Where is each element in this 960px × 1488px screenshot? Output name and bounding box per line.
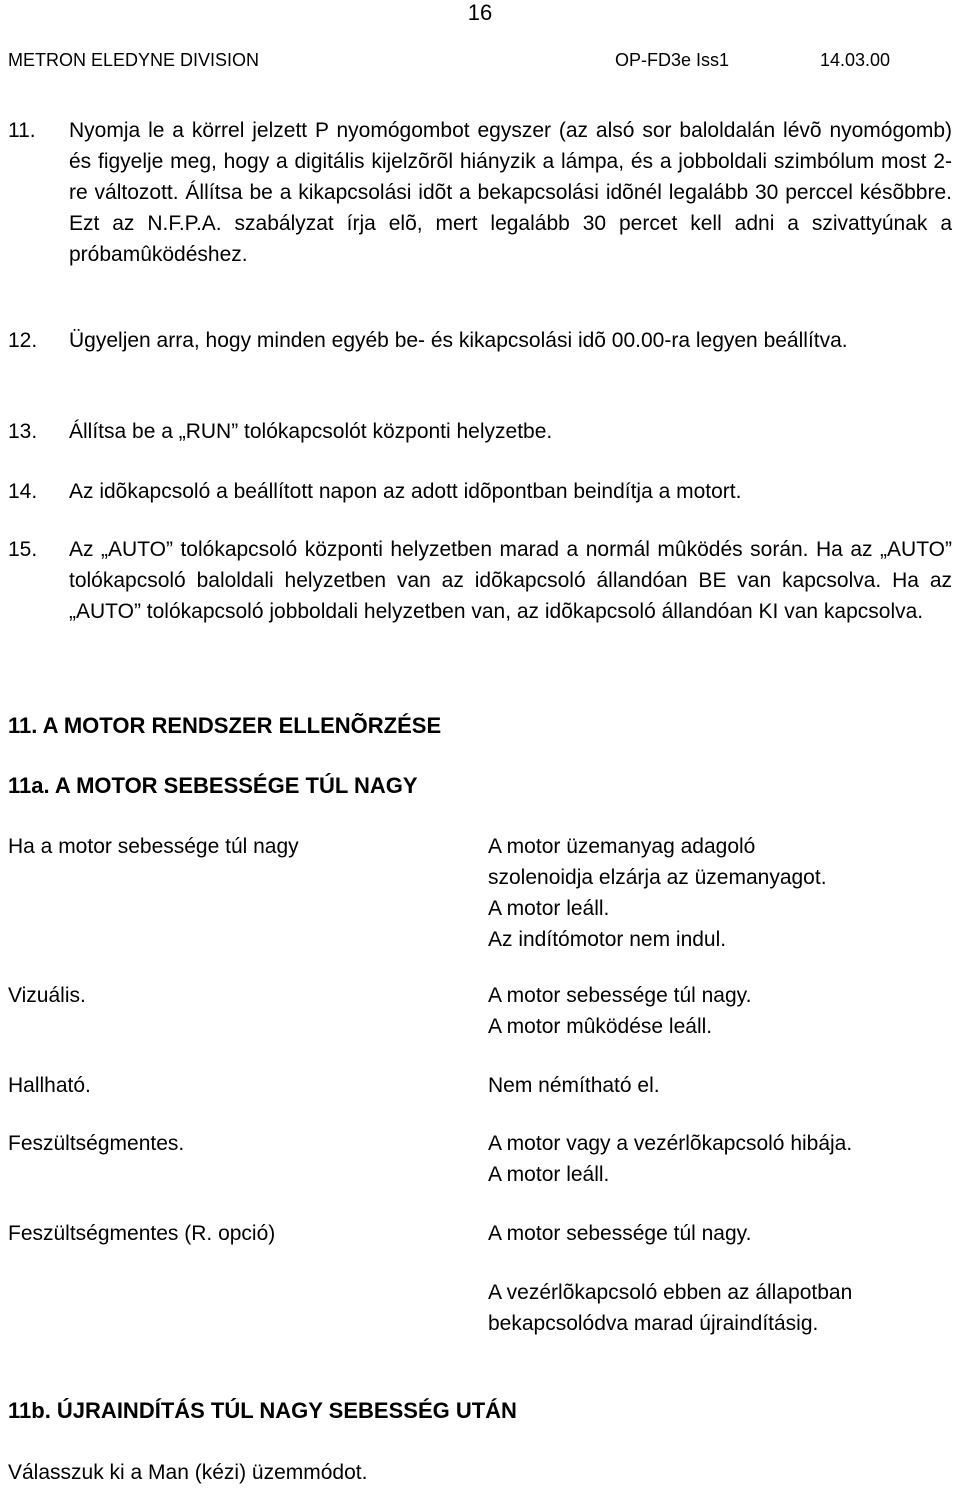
list-item-number: 13. bbox=[8, 420, 38, 443]
table-cell-text: A motor vagy a vezérlõkapcsoló hibája. bbox=[488, 1132, 853, 1155]
list-item-number: 12. bbox=[8, 329, 38, 352]
list-item-13 bbox=[8, 416, 952, 447]
list-item-11 bbox=[8, 115, 952, 270]
header-date: 14.03.00 bbox=[820, 50, 891, 70]
table-cell-text: szolenoidja elzárja az üzemanyagot. bbox=[488, 866, 827, 889]
table-cell-text: A motor sebessége túl nagy. bbox=[488, 984, 752, 1007]
table-cell-text: A motor leáll. bbox=[488, 1163, 610, 1186]
paragraph-text: Válasszuk ki a Man (kézi) üzemmódot. bbox=[8, 1461, 368, 1484]
subsection-heading-a: 11a. A MOTOR SEBESSÉGE TÚL NAGY bbox=[8, 773, 418, 798]
section-heading: 11. A MOTOR RENDSZER ELLENÕRZÉSE bbox=[8, 713, 442, 738]
table-cell-text: A motor üzemanyag adagoló bbox=[488, 835, 756, 858]
list-item-number: 11. bbox=[8, 119, 36, 142]
table-cell-left bbox=[8, 980, 448, 1011]
table-cell-left bbox=[8, 1128, 448, 1159]
table-cell-text: bekapcsolódva marad újraindításig. bbox=[488, 1312, 819, 1335]
list-item-text: Az idõkapcsoló a beállított napon az adott idõpontban beindítja a motort. bbox=[69, 480, 742, 503]
table-cell-right bbox=[488, 1218, 948, 1249]
list-item-text: Az „AUTO” tolókapcsoló központi helyzetben marad a normál mûködés során. Ha az „AUTO” tolókapcsoló baloldali helyzetben van az idõkapcsoló állandóan BE van kapcsolva. Ha az „AUTO” tolókapcsoló jobboldali helyzetben van, az idõkapcsoló állandóan KI van kapcsolva. bbox=[69, 538, 952, 623]
table-cell-right bbox=[488, 1070, 948, 1101]
subsection-heading-b: 11b. ÚJRAINDÍTÁS TÚL NAGY SEBESSÉG UTÁN bbox=[8, 1398, 517, 1423]
table-cell-left bbox=[8, 1070, 448, 1101]
table-cell-text: Vizuális. bbox=[8, 984, 86, 1007]
table-cell-text: Feszültségmentes. bbox=[8, 1132, 185, 1155]
table-cell-left bbox=[8, 1218, 448, 1249]
table-cell-text: A motor mûködése leáll. bbox=[488, 1015, 713, 1038]
table-cell-right bbox=[488, 980, 948, 1042]
table-cell-left bbox=[8, 831, 448, 862]
paragraph bbox=[8, 1457, 367, 1488]
list-item-15 bbox=[8, 534, 952, 627]
list-item-12 bbox=[8, 325, 952, 356]
table-cell-text: Az indítómotor nem indul. bbox=[488, 928, 727, 951]
table-cell-text: A motor sebessége túl nagy. bbox=[488, 1222, 752, 1245]
header-company: METRON ELEDYNE DIVISION bbox=[8, 50, 260, 70]
list-item-text: Nyomja le a körrel jelzett P nyomógombot egyszer (az alsó sor baloldalán lévõ nyomógomb) és figyelje meg, hogy a digitális kijelzõrõl hiányzik a lámpa, és a jobboldali szimbólum most 2-re változott. Állítsa be a kikapcsolási idõt a bekapcsolási idõnél legalább 30 perccel késõbbre. Ezt az N.F.P.A. szabályzat írja elõ, mert legalább 30 percet kell adni a szivattyúnak a próbamûködéshez. bbox=[69, 119, 952, 266]
page-number: 16 bbox=[467, 0, 493, 25]
table-cell-right bbox=[488, 1277, 948, 1339]
list-item-text: Állítsa be a „RUN” tolókapcsolót központi helyzetbe. bbox=[69, 420, 553, 443]
table-cell-text: Ha a motor sebessége túl nagy bbox=[8, 835, 299, 858]
list-item-14 bbox=[8, 476, 952, 507]
header-doc-id: OP-FD3e Iss1 bbox=[615, 50, 730, 70]
table-cell-right bbox=[488, 831, 948, 955]
list-item-number: 15. bbox=[8, 538, 38, 561]
table-cell-text: Feszültségmentes (R. opció) bbox=[8, 1222, 276, 1245]
list-item-text: Ügyeljen arra, hogy minden egyéb be- és kikapcsolási idõ 00.00-ra legyen beállítva. bbox=[69, 329, 848, 352]
list-item-number: 14. bbox=[8, 480, 38, 503]
table-cell-text: A vezérlõkapcsoló ebben az állapotban bbox=[488, 1281, 853, 1304]
table-cell-right bbox=[488, 1128, 948, 1190]
table-cell-text: Nem némítható el. bbox=[488, 1074, 660, 1097]
table-cell-text: Hallható. bbox=[8, 1074, 91, 1097]
table-cell-text: A motor leáll. bbox=[488, 897, 610, 920]
